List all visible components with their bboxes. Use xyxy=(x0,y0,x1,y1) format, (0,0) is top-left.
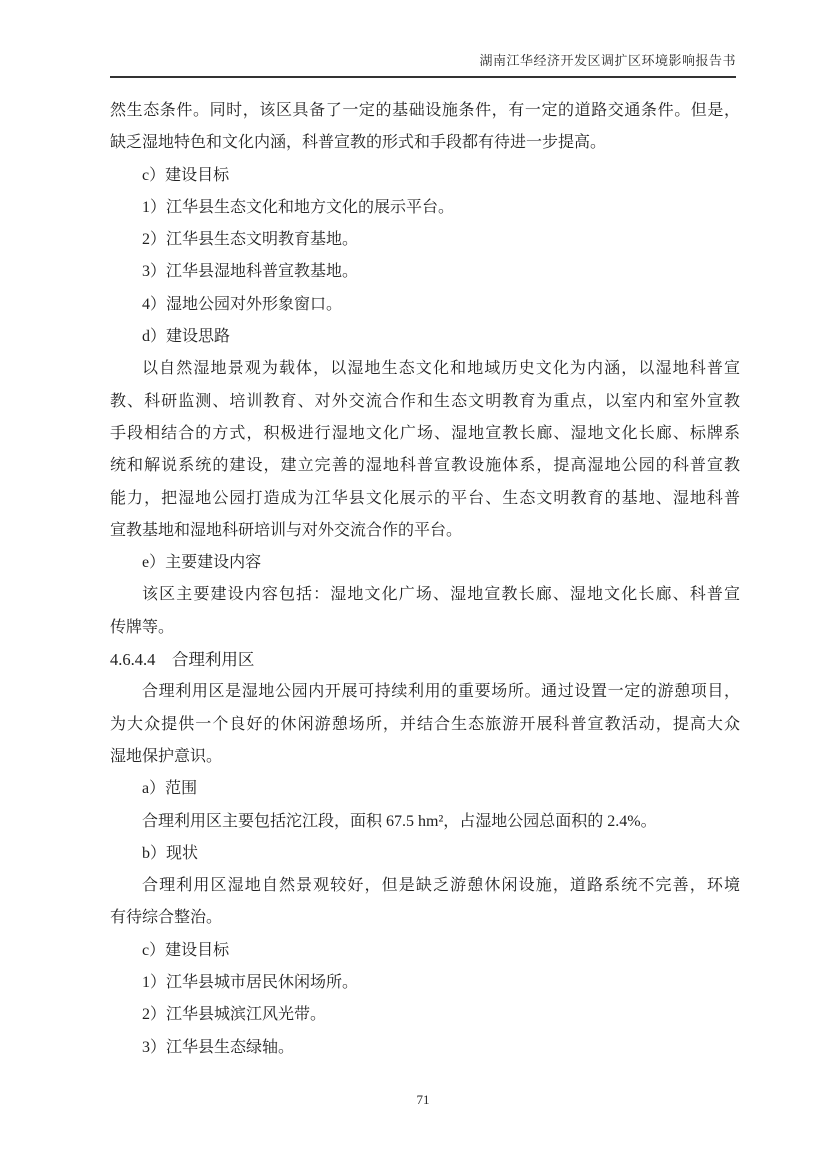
header-rule xyxy=(110,76,736,78)
header-title: 湖南江华经济开发区调扩区环境影响报告书 xyxy=(479,53,736,68)
text-line: b）现状 xyxy=(142,844,199,862)
text-line: c）建设目标 xyxy=(142,166,230,184)
text-line: 合理利用区主要包括沱江段，面积 67.5 hm²，占湿地公园总面积的 2.4%。 xyxy=(142,812,657,830)
text-line: 湿地保护意识。 xyxy=(110,747,223,765)
text-line: c）建设目标 xyxy=(142,941,230,959)
page-number: 71 xyxy=(416,1092,430,1107)
section-heading: 4.6.4.4 合理利用区 xyxy=(110,650,255,670)
text-line: 能力，把湿地公园打造成为江华县文化展示的平台、生态文明教育的基地、湿地科普 xyxy=(110,489,740,507)
text-line: 1）江华县生态文化和地方文化的展示平台。 xyxy=(142,198,455,216)
text-line: 传牌等。 xyxy=(110,618,175,636)
text-line: 3）江华县湿地科普宣教基地。 xyxy=(142,263,359,281)
text-line: 统和解说系统的建设，建立完善的湿地科普宣教设施体系，提高湿地公园的科普宣教 xyxy=(110,457,740,475)
text-line: 2）江华县城滨江风光带。 xyxy=(142,1006,327,1024)
text-line: 3）江华县生态绿轴。 xyxy=(142,1038,295,1056)
text-line: 有待综合整治。 xyxy=(110,909,223,927)
document-body xyxy=(110,95,740,1064)
text-line: 然生态条件。同时，该区具备了一定的基础设施条件，有一定的道路交通条件。但是， xyxy=(110,102,740,119)
text-line: 为大众提供一个良好的休闲游憩场所，并结合生态旅游开展科普宣教活动，提高大众 xyxy=(110,715,740,733)
text-line: 以自然湿地景观为载体，以湿地生态文化和地域历史文化为内涵，以湿地科普宣 xyxy=(142,360,740,378)
text-line: 合理利用区是湿地公园内开展可持续利用的重要场所。通过设置一定的游憩项目， xyxy=(142,683,740,701)
text-line: 手段相结合的方式，积极进行湿地文化广场、湿地宣教长廊、湿地文化长廊、标牌系 xyxy=(110,424,740,442)
text-line: a）范围 xyxy=(142,780,198,798)
text-line: d）建设思路 xyxy=(142,328,231,346)
text-line: 教、科研监测、培训教育、对外交流合作和生态文明教育为重点，以室内和室外宣教 xyxy=(110,392,740,410)
text-line: 该区主要建设内容包括：湿地文化广场、湿地宣教长廊、湿地文化长廊、科普宣 xyxy=(142,586,740,604)
text-line: 2）江华县生态文明教育基地。 xyxy=(142,231,359,249)
text-line: 宣教基地和湿地科研培训与对外交流合作的平台。 xyxy=(110,521,463,539)
text-line: 缺乏湿地特色和文化内涵，科普宣教的形式和手段都有待进一步提高。 xyxy=(110,134,607,152)
text-line: 1）江华县城市居民休闲场所。 xyxy=(142,974,359,992)
text-line: e）主要建设内容 xyxy=(142,554,262,572)
text-line: 4）湿地公园对外形象窗口。 xyxy=(142,295,343,313)
text-line: 合理利用区湿地自然景观较好，但是缺乏游憩休闲设施，道路系统不完善，环境 xyxy=(142,877,740,895)
